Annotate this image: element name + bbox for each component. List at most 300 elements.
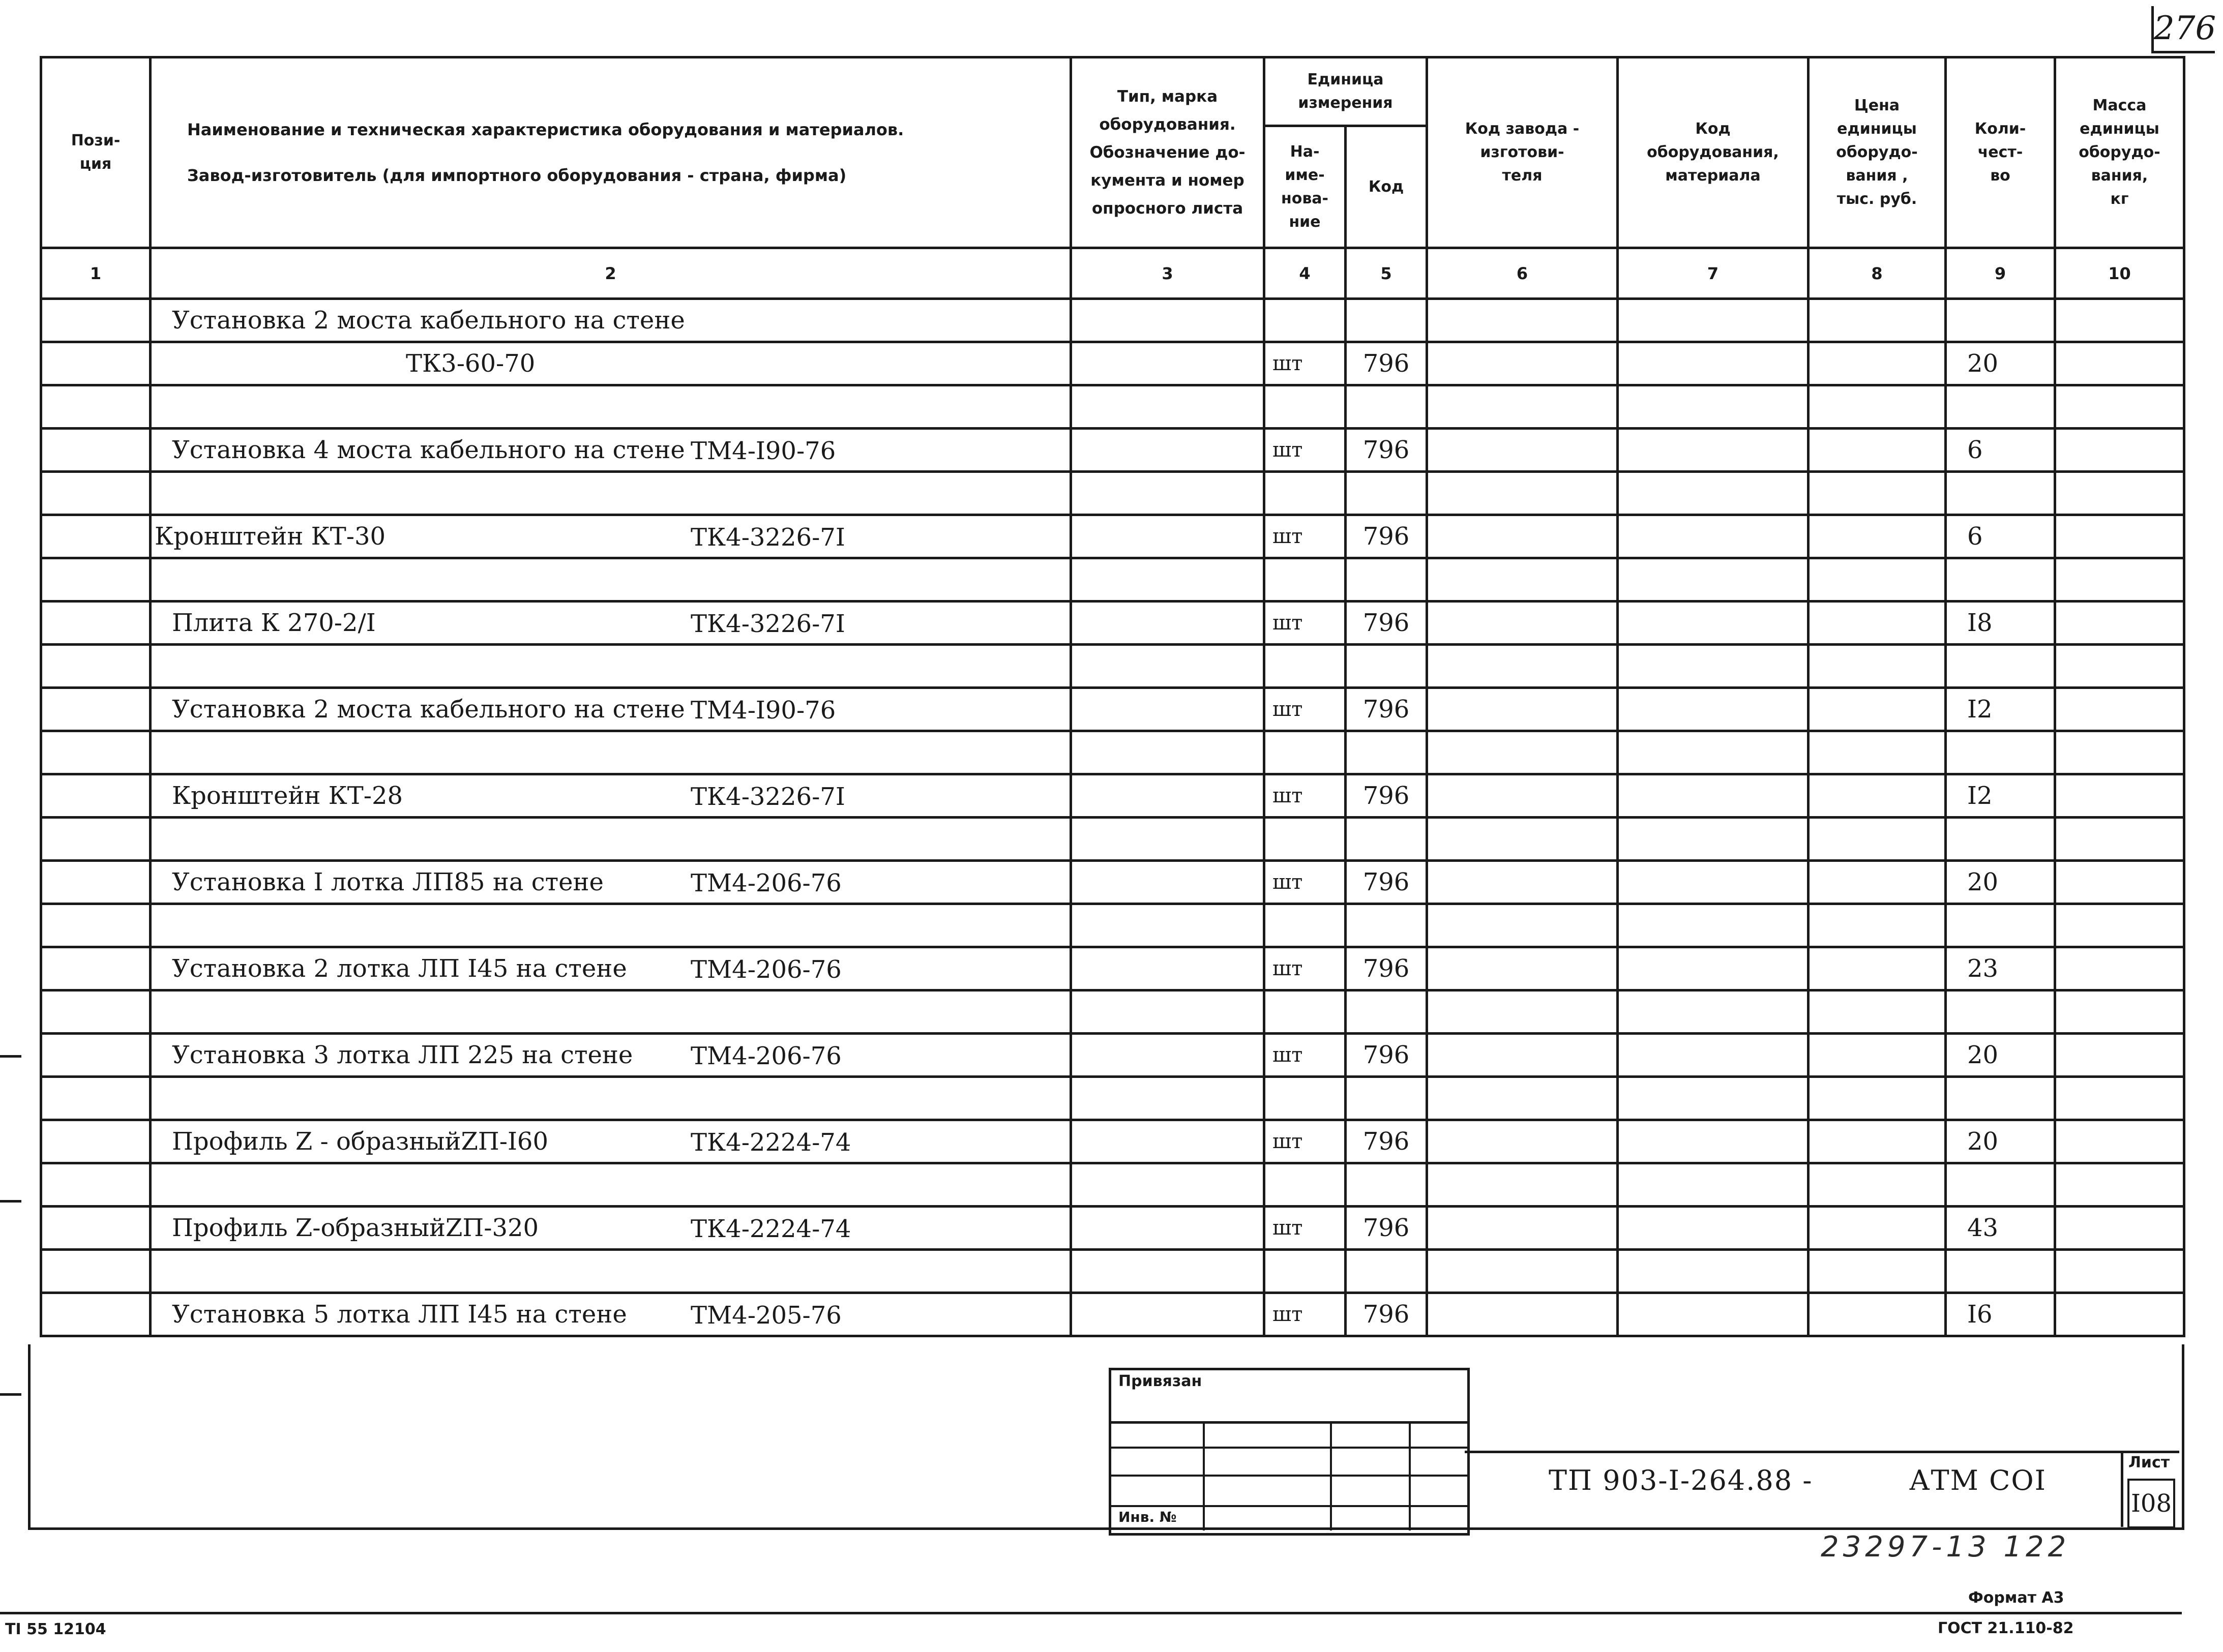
item-document: ТМ4-I90-76 — [691, 437, 836, 465]
type-cell — [1071, 515, 1264, 558]
description-cell — [151, 688, 1071, 731]
quantity-cell — [1946, 645, 2055, 688]
table-row — [41, 1207, 2184, 1250]
type-cell — [1071, 1034, 1264, 1077]
type-cell — [1071, 602, 1264, 645]
column-number: 2 — [151, 248, 1071, 299]
description-cell — [151, 558, 1071, 602]
equipment-code-cell — [1618, 385, 1809, 429]
header-equipment-code: Код оборудования, материала — [1618, 57, 1809, 248]
plant-code-cell — [1427, 558, 1618, 602]
position-cell — [41, 385, 151, 429]
table-row — [41, 1077, 2184, 1120]
plant-code-cell — [1427, 904, 1618, 947]
unit-code-cell — [1346, 299, 1427, 342]
table-row — [41, 1163, 2184, 1207]
unit-code-cell: 796 — [1346, 688, 1427, 731]
plant-code-cell — [1427, 1250, 1618, 1293]
item-document: ТК4-2224-74 — [691, 1128, 851, 1157]
description-cell — [151, 1077, 1071, 1120]
table-row — [41, 904, 2184, 947]
description-cell — [151, 342, 1071, 385]
type-cell — [1071, 688, 1264, 731]
table-row — [41, 774, 2184, 818]
position-cell — [41, 645, 151, 688]
description-cell — [151, 602, 1071, 645]
price-cell — [1809, 1034, 1946, 1077]
item-document: ТМ4-I90-76 — [691, 696, 836, 725]
unit-code-cell: 796 — [1346, 429, 1427, 472]
sheet-label: Лист — [2128, 1454, 2170, 1471]
header-mass: Масса единицы оборудо- вания, кг — [2055, 57, 2184, 248]
item-document: ТК4-3226-7I — [691, 610, 845, 638]
position-cell — [41, 990, 151, 1034]
equipment-code-cell — [1618, 429, 1809, 472]
item-document: ТК4-3226-7I — [691, 523, 845, 552]
equipment-code-cell — [1618, 1034, 1809, 1077]
quantity-cell: 20 — [1946, 861, 2055, 904]
unit-name-cell — [1264, 385, 1346, 429]
price-cell — [1809, 1250, 1946, 1293]
unit-code-cell: 796 — [1346, 1293, 1427, 1336]
type-cell — [1071, 1250, 1264, 1293]
quantity-cell: I8 — [1946, 602, 2055, 645]
quantity-cell: 6 — [1946, 429, 2055, 472]
header-unit-group: Единица измерения — [1264, 57, 1427, 126]
equipment-code-cell — [1618, 558, 1809, 602]
sheet-number: I08 — [2127, 1479, 2175, 1528]
description-cell — [151, 731, 1071, 774]
unit-name-cell — [1264, 731, 1346, 774]
quantity-cell: I6 — [1946, 1293, 2055, 1336]
quantity-cell — [1946, 299, 2055, 342]
table-row — [41, 429, 2184, 472]
unit-name-cell — [1264, 1077, 1346, 1120]
unit-code-cell — [1346, 645, 1427, 688]
table-row — [41, 515, 2184, 558]
plant-code-cell — [1427, 1293, 1618, 1336]
equipment-code-cell — [1618, 1120, 1809, 1163]
description-cell — [151, 1207, 1071, 1250]
bottom-rule — [0, 1612, 2182, 1614]
mass-cell — [2055, 429, 2184, 472]
position-cell — [41, 1120, 151, 1163]
unit-code-cell: 796 — [1346, 947, 1427, 990]
type-cell — [1071, 774, 1264, 818]
unit-name-cell: шт — [1264, 947, 1346, 990]
mass-cell — [2055, 688, 2184, 731]
unit-code-cell: 796 — [1346, 602, 1427, 645]
table-row — [41, 299, 2184, 342]
unit-code-cell — [1346, 385, 1427, 429]
item-document: ТМ4-206-76 — [691, 1042, 842, 1070]
type-cell — [1071, 947, 1264, 990]
type-cell — [1071, 558, 1264, 602]
item-description: Установка 3 лотка ЛП 225 на стене — [172, 1041, 633, 1069]
header-unit-name: На- име- нова- ние — [1264, 126, 1346, 248]
unit-code-cell: 796 — [1346, 861, 1427, 904]
header-unit-code: Код — [1346, 126, 1427, 248]
quantity-cell — [1946, 472, 2055, 515]
quantity-cell: 23 — [1946, 947, 2055, 990]
description-cell — [151, 774, 1071, 818]
table-row — [41, 1034, 2184, 1077]
column-number-row — [41, 248, 2184, 299]
description-cell — [151, 515, 1071, 558]
description-cell — [151, 472, 1071, 515]
quantity-cell — [1946, 1250, 2055, 1293]
equipment-code-cell — [1618, 1163, 1809, 1207]
equipment-code-cell — [1618, 645, 1809, 688]
item-description: Установка 4 моста кабельного на стене — [172, 436, 685, 464]
description-cell — [151, 299, 1071, 342]
type-cell — [1071, 818, 1264, 861]
table-header — [41, 57, 2184, 248]
mass-cell — [2055, 1120, 2184, 1163]
equipment-code-cell — [1618, 1207, 1809, 1250]
unit-name-cell — [1264, 472, 1346, 515]
quantity-cell — [1946, 990, 2055, 1034]
position-cell — [41, 861, 151, 904]
description-cell — [151, 904, 1071, 947]
position-cell — [41, 947, 151, 990]
table-row — [41, 472, 2184, 515]
plant-code-cell — [1427, 861, 1618, 904]
item-description: Профиль Z - образныйZП-I60 — [172, 1127, 548, 1156]
unit-name-cell: шт — [1264, 1034, 1346, 1077]
item-description: Установка 5 лотка ЛП I45 на стене — [172, 1300, 627, 1329]
table-row — [41, 1250, 2184, 1293]
description-cell — [151, 1120, 1071, 1163]
unit-name-cell — [1264, 1163, 1346, 1207]
mass-cell — [2055, 1250, 2184, 1293]
description-cell — [151, 429, 1071, 472]
plant-code-cell — [1427, 1077, 1618, 1120]
table-row — [41, 1293, 2184, 1336]
position-cell — [41, 429, 151, 472]
unit-name-cell — [1264, 1250, 1346, 1293]
description-cell — [151, 990, 1071, 1034]
item-description: Профиль Z-образныйZП-320 — [172, 1214, 539, 1242]
equipment-code-cell — [1618, 904, 1809, 947]
type-cell — [1071, 1163, 1264, 1207]
margin-tick — [0, 1055, 21, 1058]
table-row — [41, 385, 2184, 429]
price-cell — [1809, 818, 1946, 861]
unit-code-cell — [1346, 558, 1427, 602]
archive-number: 23297-13 122 — [1821, 1530, 2070, 1564]
description-cell — [151, 818, 1071, 861]
unit-code-cell — [1346, 1250, 1427, 1293]
unit-name-cell — [1264, 558, 1346, 602]
margin-tick — [0, 1393, 21, 1396]
equipment-code-cell — [1618, 602, 1809, 645]
position-cell — [41, 1034, 151, 1077]
format-label: Формат А3 — [1968, 1589, 2064, 1607]
item-description: Кронштейн КТ-28 — [172, 782, 403, 810]
plant-code-cell — [1427, 429, 1618, 472]
unit-code-cell — [1346, 1163, 1427, 1207]
quantity-cell — [1946, 385, 2055, 429]
mass-cell — [2055, 731, 2184, 774]
position-cell — [41, 299, 151, 342]
plant-code-cell — [1427, 472, 1618, 515]
plant-code-cell — [1427, 774, 1618, 818]
plant-code-cell — [1427, 688, 1618, 731]
quantity-cell — [1946, 818, 2055, 861]
margin-tick — [0, 1200, 21, 1203]
quantity-cell — [1946, 904, 2055, 947]
mass-cell — [2055, 861, 2184, 904]
equipment-code-cell — [1618, 861, 1809, 904]
equipment-code-cell — [1618, 774, 1809, 818]
unit-name-cell: шт — [1264, 342, 1346, 385]
approval-tied-label: Привязан — [1118, 1372, 1202, 1390]
mass-cell — [2055, 1163, 2184, 1207]
type-cell — [1071, 990, 1264, 1034]
mass-cell — [2055, 645, 2184, 688]
unit-name-cell: шт — [1264, 429, 1346, 472]
column-number: 8 — [1809, 248, 1946, 299]
column-number: 9 — [1946, 248, 2055, 299]
equipment-code-cell — [1618, 1293, 1809, 1336]
table-row — [41, 342, 2184, 385]
unit-name-cell: шт — [1264, 688, 1346, 731]
header-quantity: Коли- чест- во — [1946, 57, 2055, 248]
description-cell — [151, 861, 1071, 904]
plant-code-cell — [1427, 1163, 1618, 1207]
table-row — [41, 861, 2184, 904]
mass-cell — [2055, 1034, 2184, 1077]
plant-code-cell — [1427, 1034, 1618, 1077]
price-cell — [1809, 602, 1946, 645]
header-price: Цена единицы оборудо- вания , тыс. руб. — [1809, 57, 1946, 248]
equipment-code-cell — [1618, 342, 1809, 385]
equipment-code-cell — [1618, 818, 1809, 861]
item-document: ТК4-3226-7I — [691, 783, 845, 811]
item-description: Установка 2 моста кабельного на стене — [172, 695, 685, 724]
unit-name-cell — [1264, 645, 1346, 688]
type-cell — [1071, 904, 1264, 947]
price-cell — [1809, 558, 1946, 602]
header-type: Тип, марка оборудования. Обозначение до- кумента и номер опросного листа — [1071, 57, 1264, 248]
position-cell — [41, 774, 151, 818]
mass-cell — [2055, 1293, 2184, 1336]
price-cell — [1809, 731, 1946, 774]
column-number: 7 — [1618, 248, 1809, 299]
unit-code-cell: 796 — [1346, 1207, 1427, 1250]
item-document: ТК4-2224-74 — [691, 1215, 851, 1243]
price-cell — [1809, 342, 1946, 385]
unit-code-cell — [1346, 1077, 1427, 1120]
position-cell — [41, 558, 151, 602]
item-description: Плита К 270-2/I — [172, 609, 376, 637]
position-cell — [41, 818, 151, 861]
table-row — [41, 947, 2184, 990]
position-cell — [41, 515, 151, 558]
quantity-cell: I2 — [1946, 774, 2055, 818]
unit-name-cell: шт — [1264, 861, 1346, 904]
plant-code-cell — [1427, 342, 1618, 385]
sheet-box — [2121, 1451, 2177, 1527]
plant-code-cell — [1427, 731, 1618, 774]
column-number: 5 — [1346, 248, 1427, 299]
mass-cell — [2055, 602, 2184, 645]
sheet-number-top: 276 — [2151, 6, 2215, 53]
mass-cell — [2055, 299, 2184, 342]
type-cell — [1071, 385, 1264, 429]
position-cell — [41, 1077, 151, 1120]
table-row — [41, 645, 2184, 688]
column-number: 6 — [1427, 248, 1618, 299]
approval-inv-label: Инв. № — [1118, 1509, 1177, 1525]
description-cell — [151, 1034, 1071, 1077]
specification-table — [40, 56, 2185, 1337]
quantity-cell — [1946, 1163, 2055, 1207]
document-code: ТП 903-I-264.88 - АТМ СОI — [1549, 1464, 2047, 1496]
quantity-cell: I2 — [1946, 688, 2055, 731]
plant-code-cell — [1427, 515, 1618, 558]
column-number: 4 — [1264, 248, 1346, 299]
price-cell — [1809, 688, 1946, 731]
position-cell — [41, 472, 151, 515]
equipment-code-cell — [1618, 1077, 1809, 1120]
quantity-cell: 20 — [1946, 1120, 2055, 1163]
position-cell — [41, 602, 151, 645]
price-cell — [1809, 472, 1946, 515]
quantity-cell — [1946, 558, 2055, 602]
table-row — [41, 602, 2184, 645]
item-description: ТК3-60-70 — [406, 349, 536, 378]
unit-name-cell — [1264, 818, 1346, 861]
type-cell — [1071, 731, 1264, 774]
item-document: ТМ4-206-76 — [691, 955, 842, 984]
price-cell — [1809, 299, 1946, 342]
unit-name-cell: шт — [1264, 774, 1346, 818]
equipment-code-cell — [1618, 731, 1809, 774]
position-cell — [41, 731, 151, 774]
quantity-cell: 6 — [1946, 515, 2055, 558]
plant-code-cell — [1427, 818, 1618, 861]
plant-code-cell — [1427, 385, 1618, 429]
equipment-code-cell — [1618, 688, 1809, 731]
unit-code-cell: 796 — [1346, 515, 1427, 558]
quantity-cell — [1946, 731, 2055, 774]
type-cell — [1071, 645, 1264, 688]
header-plant-code: Код завода - изготови- теля — [1427, 57, 1618, 248]
unit-name-cell: шт — [1264, 602, 1346, 645]
print-stamp: ТI 55 12104 — [5, 1620, 106, 1638]
equipment-code-cell — [1618, 472, 1809, 515]
unit-code-cell: 796 — [1346, 342, 1427, 385]
unit-code-cell: 796 — [1346, 774, 1427, 818]
price-cell — [1809, 1120, 1946, 1163]
type-cell — [1071, 429, 1264, 472]
header-position: Пози- ция — [41, 57, 151, 248]
mass-cell — [2055, 515, 2184, 558]
quantity-cell: 43 — [1946, 1207, 2055, 1250]
table-row — [41, 688, 2184, 731]
position-cell — [41, 1250, 151, 1293]
table-row — [41, 1120, 2184, 1163]
plant-code-cell — [1427, 947, 1618, 990]
column-number: 10 — [2055, 248, 2184, 299]
quantity-cell: 20 — [1946, 342, 2055, 385]
type-cell — [1071, 342, 1264, 385]
position-cell — [41, 688, 151, 731]
price-cell — [1809, 1293, 1946, 1336]
position-cell — [41, 1207, 151, 1250]
description-cell — [151, 385, 1071, 429]
description-cell — [151, 947, 1071, 990]
gost-label: ГОСТ 21.110-82 — [1938, 1619, 2074, 1637]
item-document: ТМ4-206-76 — [691, 869, 842, 897]
column-number: 3 — [1071, 248, 1264, 299]
unit-name-cell: шт — [1264, 1293, 1346, 1336]
plant-code-cell — [1427, 990, 1618, 1034]
item-description: Кронштейн КТ-30 — [155, 522, 386, 551]
unit-code-cell — [1346, 990, 1427, 1034]
quantity-cell — [1946, 1077, 2055, 1120]
table-row — [41, 818, 2184, 861]
unit-code-cell — [1346, 731, 1427, 774]
position-cell — [41, 342, 151, 385]
price-cell — [1809, 645, 1946, 688]
position-cell — [41, 904, 151, 947]
mass-cell — [2055, 342, 2184, 385]
table-row — [41, 731, 2184, 774]
price-cell — [1809, 990, 1946, 1034]
price-cell — [1809, 385, 1946, 429]
table-row — [41, 558, 2184, 602]
header-description: Наименование и техническая характеристика оборудования и материалов. Завод-изготовитель (для импортного оборудования - страна, фирма) — [151, 57, 1071, 248]
plant-code-cell — [1427, 299, 1618, 342]
mass-cell — [2055, 1207, 2184, 1250]
price-cell — [1809, 1077, 1946, 1120]
equipment-code-cell — [1618, 990, 1809, 1034]
plant-code-cell — [1427, 1207, 1618, 1250]
plant-code-cell — [1427, 645, 1618, 688]
plant-code-cell — [1427, 602, 1618, 645]
unit-name-cell: шт — [1264, 1120, 1346, 1163]
mass-cell — [2055, 904, 2184, 947]
description-cell — [151, 1163, 1071, 1207]
unit-name-cell — [1264, 299, 1346, 342]
price-cell — [1809, 1163, 1946, 1207]
price-cell — [1809, 429, 1946, 472]
mass-cell — [2055, 385, 2184, 429]
unit-code-cell: 796 — [1346, 1034, 1427, 1077]
mass-cell — [2055, 558, 2184, 602]
price-cell — [1809, 947, 1946, 990]
price-cell — [1809, 904, 1946, 947]
price-cell — [1809, 515, 1946, 558]
type-cell — [1071, 1120, 1264, 1163]
item-document: ТМ4-205-76 — [691, 1301, 842, 1330]
unit-code-cell — [1346, 904, 1427, 947]
mass-cell — [2055, 1077, 2184, 1120]
equipment-code-cell — [1618, 947, 1809, 990]
type-cell — [1071, 1077, 1264, 1120]
item-description: Установка 2 лотка ЛП I45 на стене — [172, 954, 627, 983]
position-cell — [41, 1293, 151, 1336]
mass-cell — [2055, 990, 2184, 1034]
type-cell — [1071, 472, 1264, 515]
mass-cell — [2055, 947, 2184, 990]
description-cell — [151, 1293, 1071, 1336]
table-row — [41, 990, 2184, 1034]
approval-block — [1109, 1368, 1470, 1536]
